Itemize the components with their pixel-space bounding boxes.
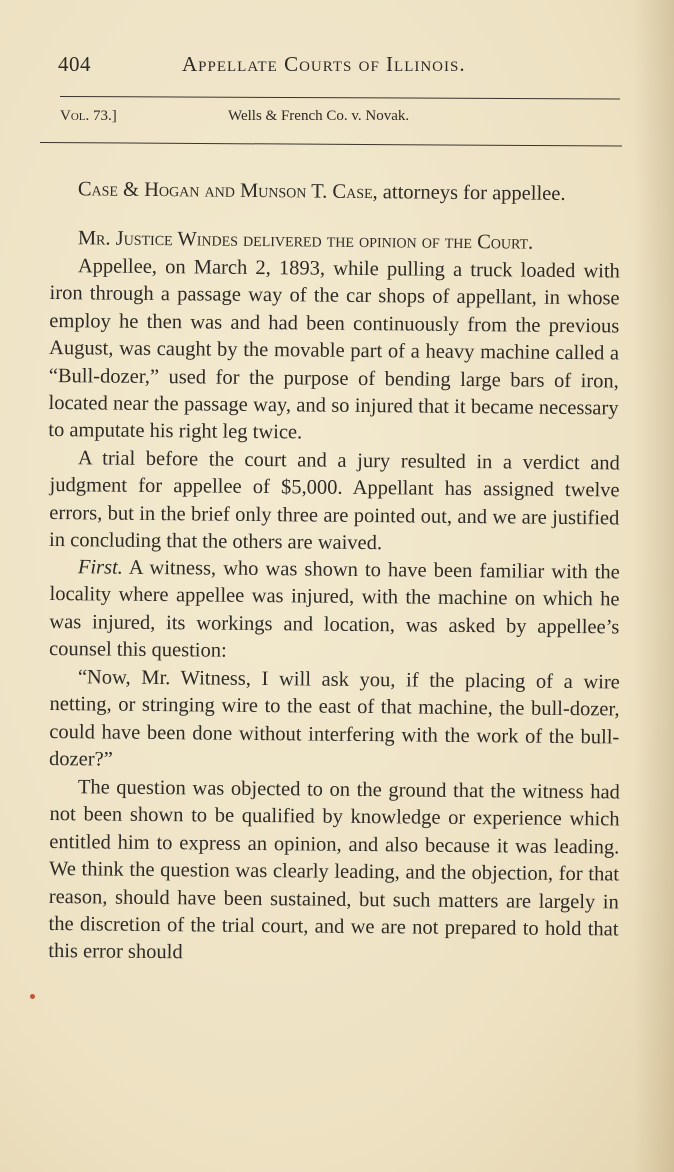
paragraph-first-error bbox=[49, 554, 620, 669]
paragraph-question: “Now, Mr. Witness, I will ask you, if the placing of a wire netting, or stringing wire to the east of that machine, the bull-dozer, could have been done without interfering with the work of the bull-dozer?” bbox=[48, 666, 620, 771]
ink-speck bbox=[30, 994, 35, 999]
paragraph-objection: The question was objected to on the ground that the witness had not been shown to be qualified by knowledge or experience which entitled him to express an opinion, and also because it was leading. We think the question was clearly leading, and the objection, for that reason, should have been sustained, but such matters are largely in the discretion of the trial court, and we are not prepared to hold that this error should bbox=[48, 775, 620, 964]
page-number: 404 bbox=[58, 52, 91, 76]
opinion-body bbox=[50, 176, 620, 965]
attorney-names: Case & Hogan and Munson T. Case, bbox=[77, 178, 378, 204]
paragraph-first-text: A witness, who was shown to have been familiar with the locality where appellee was injured, with the machine on which he was injured, its workings and location, was asked by appellee’s counsel this question: bbox=[48, 556, 620, 663]
paragraph-verdict: A trial before the court and a jury resulted in a verdict and judgment for appellee of $5,000. Appellant has assigned twelve errors, but in the brief only three are pointed out, and we are justified in concluding that the others are waived. bbox=[48, 446, 620, 555]
header-rule-top bbox=[60, 96, 620, 99]
opinion-heading: Mr. Justice Windes delivered the opinion of the Court. bbox=[77, 227, 534, 255]
attorneys-role: attorneys for appellee. bbox=[377, 181, 566, 205]
running-head bbox=[58, 52, 618, 82]
case-title: Wells & French Co. v. Novak. bbox=[228, 108, 410, 124]
attorneys-paragraph bbox=[50, 176, 620, 209]
paragraph-facts: Appellee, on March 2, 1893, while pulling a truck loaded with iron through a passage way of the car shops of appellant, in whose employ he then was and had been continuously from the previous August, was caught by the movable part of a heavy machine called a “Bull-dozer,” used for the purpose of bending large bars of iron, located near the passage way, and so injured that it became necessary to amputate his right leg twice. bbox=[48, 255, 620, 444]
paragraph-lead-first: First. bbox=[77, 556, 123, 579]
header-rule-bottom bbox=[40, 142, 622, 147]
running-head-title: Appellate Courts of Illinois. bbox=[182, 52, 466, 76]
volume-label: Vol. 73.] bbox=[60, 108, 117, 124]
